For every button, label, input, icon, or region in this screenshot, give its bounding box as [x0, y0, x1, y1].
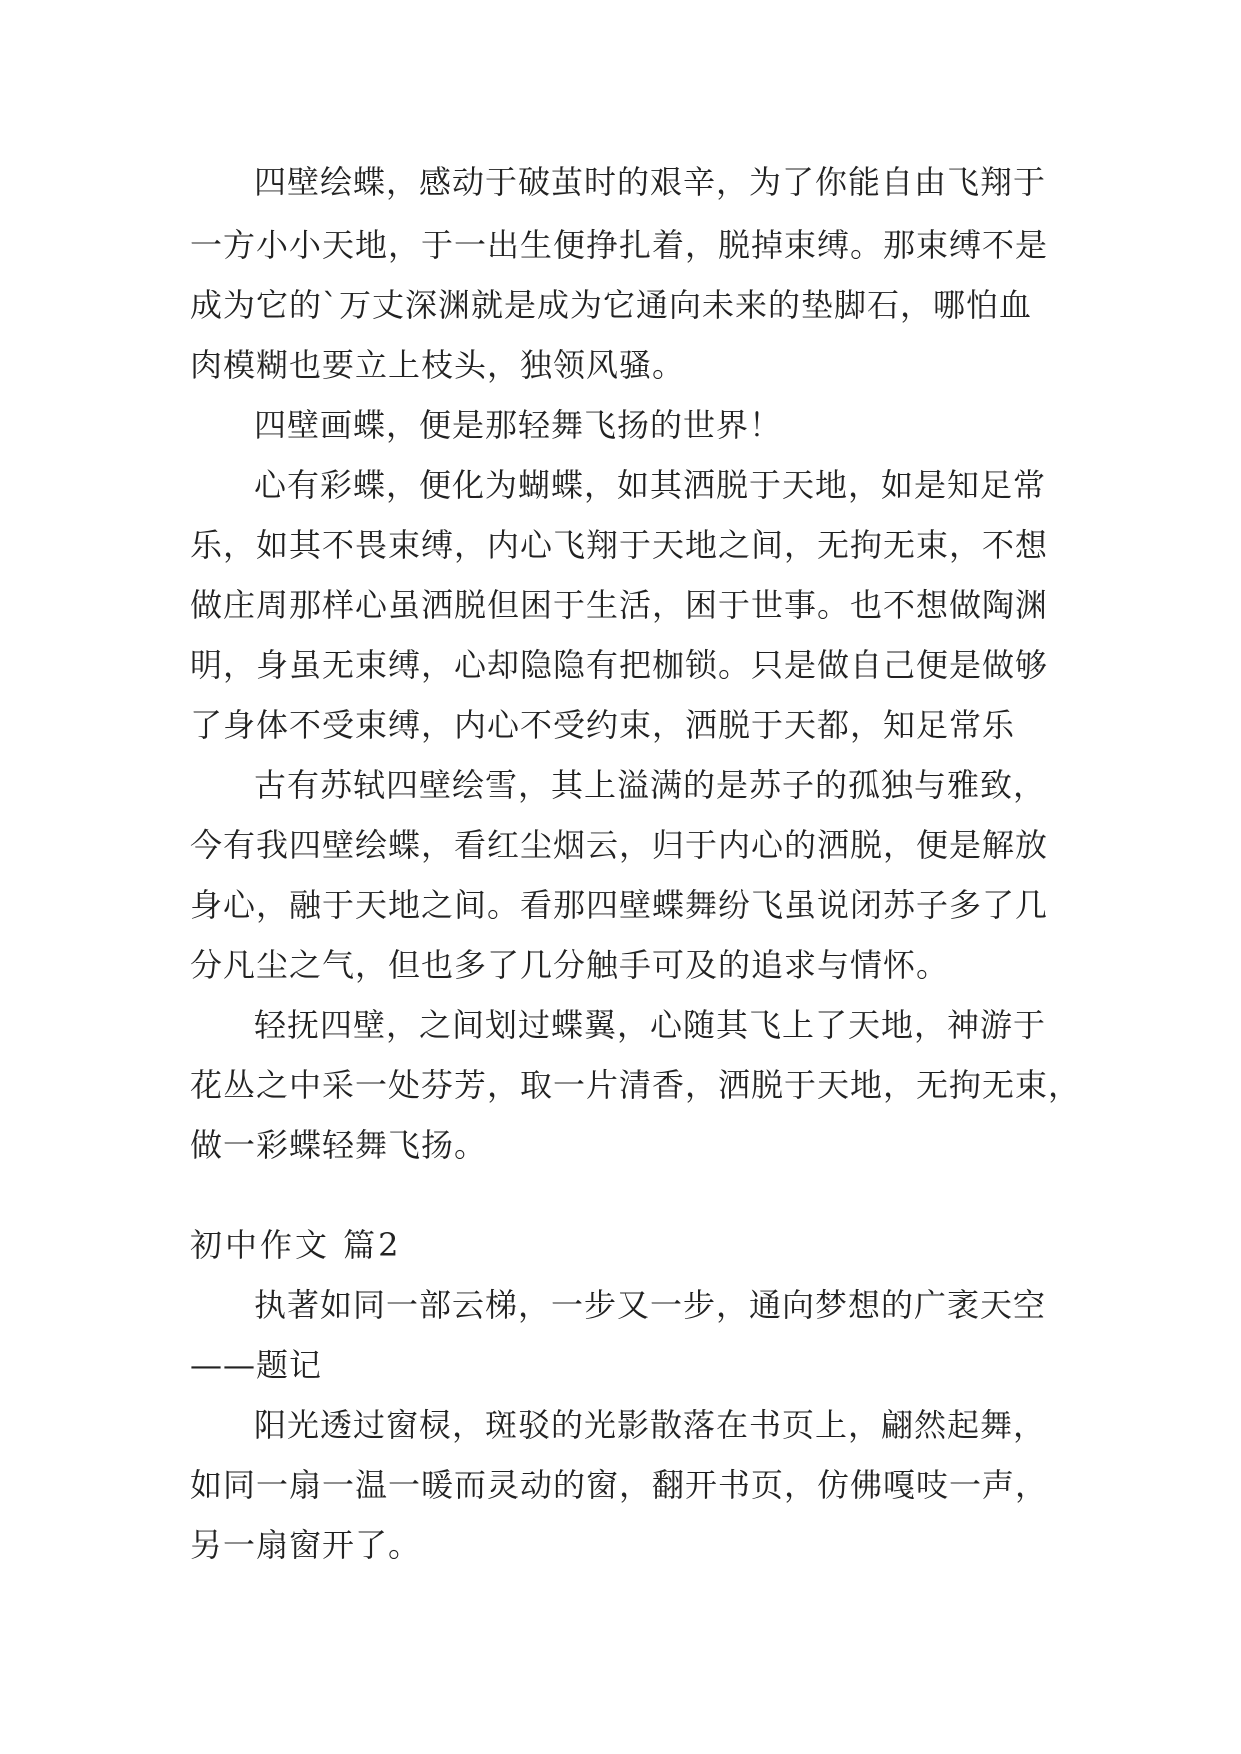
- paragraph-3-line-1: 心有彩蝶，便化为蝴蝶，如其洒脱于天地，如是知足常: [254, 466, 1047, 504]
- paragraph-1-line-2: 一方小小天地，于一出生便挣扎着，脱掉束缚。那束缚不是: [190, 226, 1049, 264]
- paragraph-3-line-3: 做庄周那样心虽洒脱但困于生活，困于世事。也不想做陶渊: [190, 586, 1049, 624]
- paragraph-1-line-3: 成为它的`万丈深渊就是成为它通向未来的垫脚石，哪怕血: [190, 286, 1033, 324]
- section2-paragraph-1-line-1: 执著如同一部云梯，一步又一步，通向梦想的广袤天空: [254, 1286, 1047, 1324]
- paragraph-4-line-4: 分凡尘之气，但也多了几分触手可及的追求与情怀。: [190, 946, 950, 984]
- paragraph-1-line-4: 肉模糊也要立上枝头，独领风骚。: [190, 346, 686, 384]
- paragraph-5-line-3: 做一彩蝶轻舞飞扬。: [190, 1126, 488, 1164]
- paragraph-1-line-1: 四壁绘蝶，感动于破茧时的艰辛，为了你能自由飞翔于: [254, 163, 1047, 201]
- paragraph-5-line-1: 轻抚四壁，之间划过蝶翼，心随其飞上了天地，神游于: [254, 1006, 1047, 1044]
- section-heading: 初中作文 篇2: [190, 1226, 402, 1264]
- paragraph-5-line-2: 花丛之中采一处芬芳，取一片清香，洒脱于天地，无拘无束，: [190, 1066, 1082, 1104]
- paragraph-4-line-1: 古有苏轼四壁绘雪，其上溢满的是苏子的孤独与雅致，: [254, 766, 1047, 804]
- paragraph-2-line-1: 四壁画蝶，便是那轻舞飞扬的世界！: [254, 406, 783, 444]
- paragraph-3-line-4: 明，身虽无束缚，心却隐隐有把枷锁。只是做自己便是做够: [190, 646, 1049, 684]
- paragraph-3-line-2: 乐，如其不畏束缚，内心飞翔于天地之间，无拘无束，不想: [190, 526, 1049, 564]
- section2-paragraph-2-line-3: 另一扇窗开了。: [190, 1526, 422, 1564]
- section2-paragraph-2-line-1: 阳光透过窗棂，斑驳的光影散落在书页上，翩然起舞，: [254, 1406, 1047, 1444]
- section2-paragraph-1-line-2: ——题记: [190, 1346, 323, 1384]
- paragraph-4-line-3: 身心，融于天地之间。看那四壁蝶舞纷飞虽说闭苏子多了几: [190, 886, 1049, 924]
- paragraph-3-line-5: 了身体不受束缚，内心不受约束，洒脱于天都，知足常乐: [190, 706, 1016, 744]
- paragraph-4-line-2: 今有我四壁绘蝶，看红尘烟云，归于内心的洒脱，便是解放: [190, 826, 1049, 864]
- section2-paragraph-2-line-2: 如同一扇一温一暖而灵动的窗，翻开书页，仿佛嘎吱一声，: [190, 1466, 1049, 1504]
